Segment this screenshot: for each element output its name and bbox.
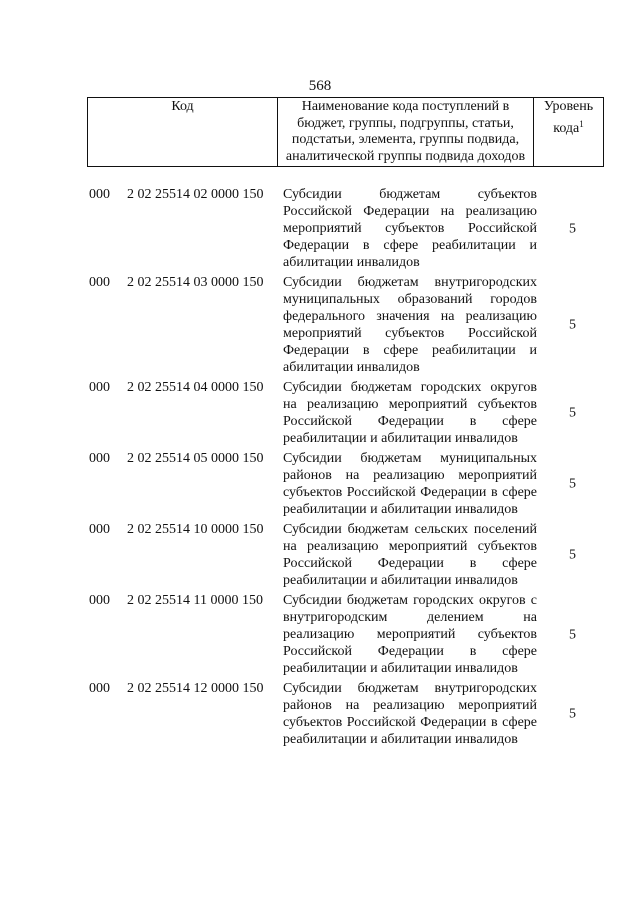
row-name: Субсидии бюджетам городских округов с внутригородским делением на реализацию мероприятий субъектов Российской Федерации в сфере реабилитации и абилитации инвалидов bbox=[283, 593, 537, 676]
row-level: 5 bbox=[569, 706, 576, 722]
table-row bbox=[0, 521, 640, 589]
row-level: 5 bbox=[569, 547, 576, 563]
row-admin-code: 000 bbox=[89, 451, 110, 466]
table-row bbox=[0, 680, 640, 748]
row-admin-code: 000 bbox=[89, 593, 110, 608]
table-row bbox=[0, 450, 640, 518]
row-admin-code: 000 bbox=[89, 681, 110, 696]
row-name: Субсидии бюджетам муниципальных районов на реализацию мероприятий субъектов Российской Федерации в сфере реабилитации и абилитации инвалидов bbox=[283, 451, 537, 517]
row-name: Субсидии бюджетам внутригородских муниципальных образований городов федерального значения на реализацию мероприятий субъектов Российской Федерации в сфере реабилитации и абилитации инвалидов bbox=[283, 275, 537, 375]
row-name: Субсидии бюджетам субъектов Российской Федерации на реализацию мероприятий субъектов Российской Федерации в сфере реабилитации и абилитации инвалидов bbox=[283, 187, 537, 270]
row-level: 5 bbox=[569, 476, 576, 492]
row-code: 2 02 25514 12 0000 150 bbox=[127, 681, 264, 696]
row-level: 5 bbox=[569, 221, 576, 236]
row-admin-code: 000 bbox=[89, 380, 110, 395]
table-row bbox=[0, 379, 640, 447]
row-admin-code: 000 bbox=[89, 275, 110, 290]
header-name: Наименование кода поступлений в бюджет, группы, подгруппы, статьи, подстатьи, элемента, группы подвида, аналитической группы подвида доходов bbox=[278, 98, 534, 167]
row-code: 2 02 25514 02 0000 150 bbox=[127, 187, 264, 202]
row-name: Субсидии бюджетам внутригородских районов на реализацию мероприятий субъектов Российской Федерации в сфере реабилитации и абилитации инвалидов bbox=[283, 681, 537, 747]
row-admin-code: 000 bbox=[89, 187, 110, 202]
row-code: 2 02 25514 10 0000 150 bbox=[127, 522, 264, 537]
header-level-footnote: 1 bbox=[579, 118, 584, 129]
table-row bbox=[0, 592, 640, 677]
table-header bbox=[87, 97, 604, 167]
row-code: 2 02 25514 05 0000 150 bbox=[127, 451, 264, 466]
row-admin-code: 000 bbox=[89, 522, 110, 537]
table-row bbox=[0, 274, 640, 376]
row-code: 2 02 25514 11 0000 150 bbox=[127, 593, 263, 608]
header-level-label: Уровень кода bbox=[543, 99, 594, 136]
row-code: 2 02 25514 04 0000 150 bbox=[127, 380, 264, 395]
table-row bbox=[0, 186, 640, 271]
row-name: Субсидии бюджетам городских округов на реализацию мероприятий субъектов Российской Федерации в сфере реабилитации и абилитации инвалидов bbox=[283, 380, 537, 446]
page-number: 568 bbox=[308, 78, 332, 94]
row-code: 2 02 25514 03 0000 150 bbox=[127, 275, 264, 290]
row-name: Субсидии бюджетам сельских поселений на реализацию мероприятий субъектов Российской Федерации в сфере реабилитации и абилитации инвалидов bbox=[283, 522, 537, 588]
header-level bbox=[534, 98, 604, 167]
table-body bbox=[0, 186, 640, 751]
row-level: 5 bbox=[569, 317, 576, 333]
row-level: 5 bbox=[569, 627, 576, 642]
row-level: 5 bbox=[569, 405, 576, 421]
header-code: Код bbox=[88, 98, 278, 167]
